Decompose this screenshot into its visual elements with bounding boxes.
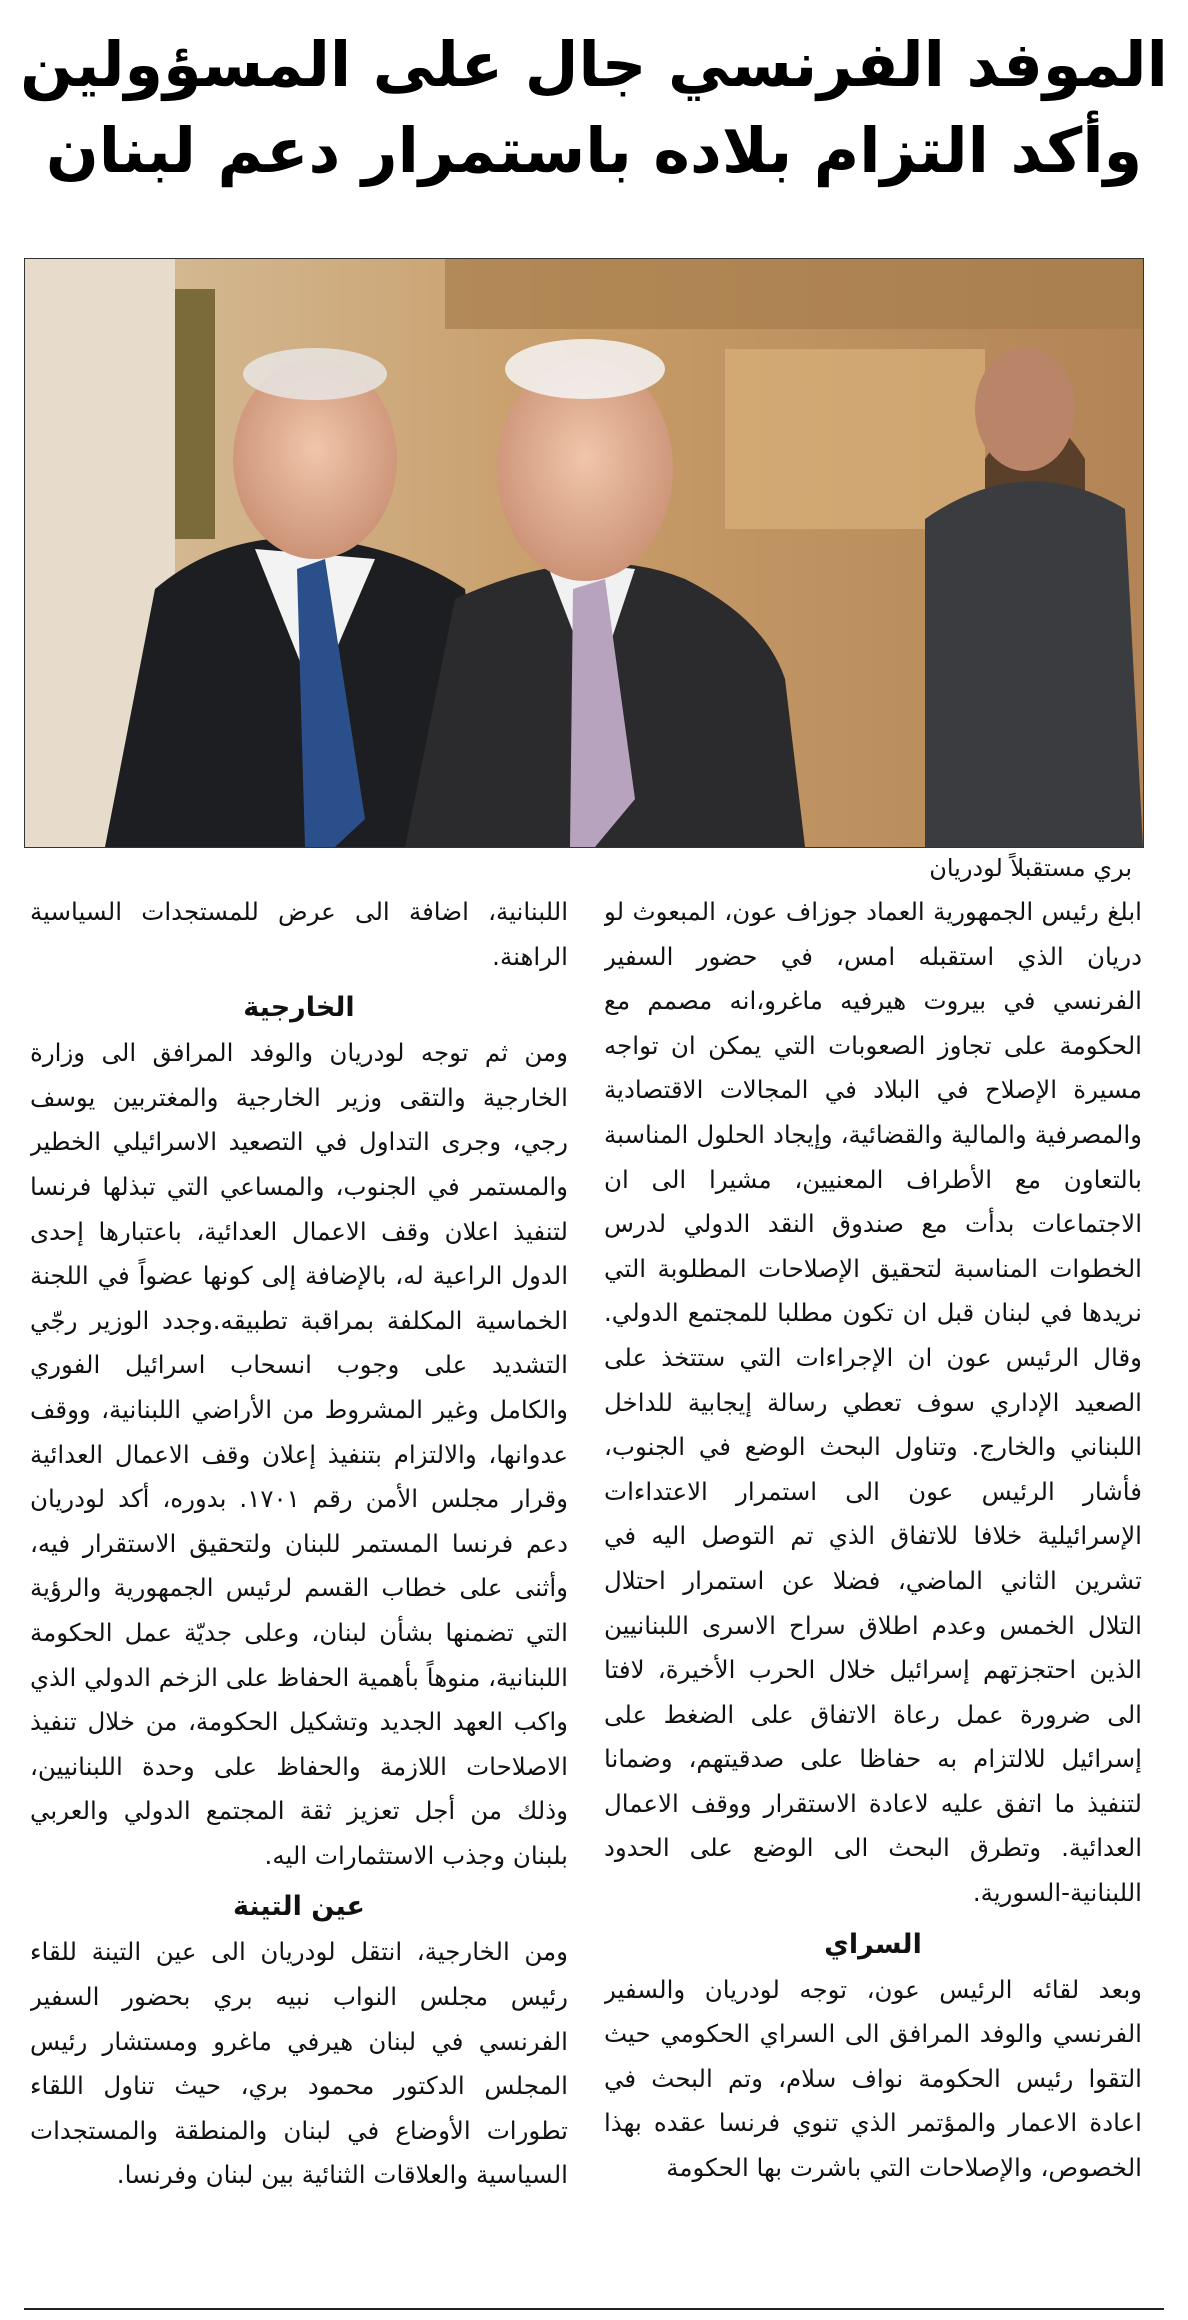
section-heading-ain-el-tineh: عين التينة	[233, 1891, 365, 1923]
article-column-left	[30, 890, 568, 2305]
section-heading-saray: السراي	[824, 1928, 922, 1960]
paragraph: ومن الخارجية، انتقل لودريان الى عين التينة للقاء رئيس مجلس النواب نبيه بري بحضور السفير الفرنسي في لبنان هيرفي ماغرو ومستشار رئيس المجلس الدكتور محمود بري، حيث تناول اللقاء تطورات الأوضاع في لبنان والمنطقة والمستجدات السياسية والعلاقات الثنائية بين لبنان وفرنسا.	[30, 1937, 568, 2190]
paragraph: اللبنانية، اضافة الى عرض للمستجدات السياسية الراهنة.	[30, 897, 568, 971]
paragraph: ومن ثم توجه لودريان والوفد المرافق الى وزارة الخارجية والتقى وزير الخارجية والمغتربين يوسف رجي، وجرى التداول في التصعيد الاسرائيلي الخطير والمستمر في الجنوب، والمساعي التي تبذلها فرنسا لتنفيذ اعلان وقف الاعمال العدائية، باعتبارها إحدى الدول الراعية له، بالإضافة إلى كونها عضواً في اللجنة الخماسية المكلفة بمراقبة تطبيقه.وجدد الوزير رجّي التشديد على وجوب انسحاب اسرائيل الفوري والكامل وغير المشروط من الأراضي اللبنانية، ووقف عدوانها، والالتزام بتنفيذ إعلان وقف الاعمال العدائية وقرار مجلس الأمن رقم ١٧٠١. بدوره، أكد لودريان دعم فرنسا المستمر للبنان ولتحقيق الاستقرار فيه، وأثنى على خطاب القسم لرئيس الجمهورية والرؤية التي تضمنها بشأن لبنان، وعلى جديّة عمل الحكومة اللبنانية، منوهاً بأهمية الحفاظ على الزخم الدولي الذي واكب العهد الجديد وتشكيل الحكومة، من خلال تنفيذ الاصلاحات اللازمة والحفاظ على وحدة اللبنانيين، وذلك من أجل تعزيز ثقة المجتمع الدولي والعربي بلبنان وجذب الاستثمارات اليه.	[30, 1038, 568, 1870]
photo-caption: بري مستقبلاً لودريان	[929, 854, 1132, 882]
paragraph: وبعد لقائه الرئيس عون، توجه لودريان والسفير الفرنسي والوفد المرافق الى السراي الحكومي حيث التقوا رئيس الحكومة نواف سلام، وتم البحث في اعادة الاعمار والمؤتمر الذي تنوي فرنسا عقده بهذا الخصوص، والإصلاحات التي باشرت بها الحكومة	[604, 1974, 1142, 2183]
headline-line-2: وأكد التزام بلاده باستمرار دعم لبنان	[45, 114, 1143, 187]
paragraph: ابلغ رئيس الجمهورية العماد جوزاف عون، المبعوث لو دريان الذي استقبله امس، في حضور السفير الفرنسي في بيروت هيرفيه ماغرو،انه مصمم مع الحكومة على تجاوز الصعوبات التي يمكن ان تواجه مسيرة الإصلاح في البلاد في المجالات الاقتصادية والمصرفية والمالية والقضائية، وإيجاد الحلول المناسبة بالتعاون مع الأطراف المعنيين، مشيرا الى ان الاجتماعات بدأت مع صندوق النقد الدولي لدرس الخطوات المناسبة لتحقيق الإصلاحات المطلوبة التي نريدها في لبنان قبل ان تكون مطلبا للمجتمع الدولي. وقال الرئيس عون ان الإجراءات التي ستتخذ على الصعيد الإداري سوف تعطي رسالة إيجابية للداخل اللبناني والخارج. وتناول البحث الوضع في الجنوب، فأشار الرئيس عون الى استمرار الاعتداءات الإسرائيلية خلافا للاتفاق الذي تم التوصل اليه في تشرين الثاني الماضي، فضلا عن استمرار احتلال التلال الخمس وعدم اطلاق سراح الاسرى اللبنانيين الذين احتجزتهم إسرائيل خلال الحرب الأخيرة، لافتا الى ضرورة عمل رعاة الاتفاق على الضغط على إسرائيل للالتزام به حفاظا على صدقيتهم، وضمانا لتنفيذ ما اتفق عليه لاعادة الاستقرار ووقف الاعمال العدائية. وتطرق البحث الى الوضع على الحدود اللبنانية-السورية.	[604, 897, 1142, 1908]
article-column-right	[604, 890, 1142, 2305]
bottom-divider	[24, 2308, 1164, 2310]
section-heading-foreign-ministry: الخارجية	[243, 992, 355, 1024]
headline-line-1: الموفد الفرنسي جال على المسؤولين	[20, 28, 1168, 101]
news-photo	[24, 258, 1144, 848]
